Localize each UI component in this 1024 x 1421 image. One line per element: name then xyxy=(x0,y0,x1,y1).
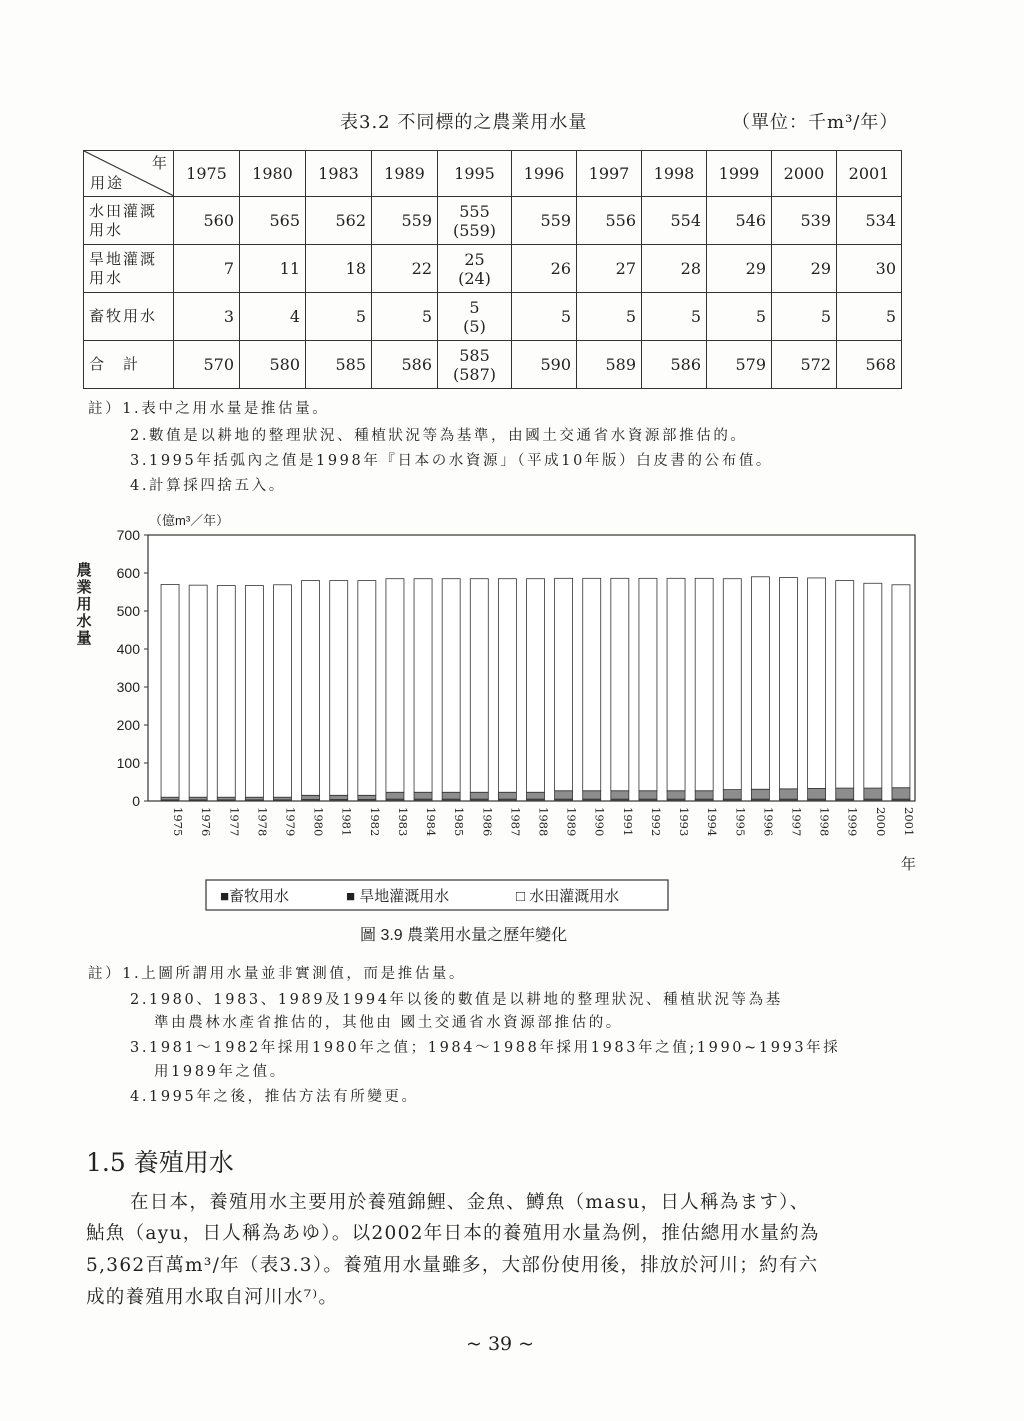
x-tick-label: 1977 xyxy=(227,807,242,837)
table-cell: 5 xyxy=(372,293,438,341)
table-cell: 22 xyxy=(372,245,438,293)
x-tick-label: 2001 xyxy=(901,807,916,837)
bar-segment xyxy=(386,792,404,799)
water-use-table xyxy=(83,150,902,389)
y-axis-label: 量 xyxy=(76,630,92,647)
bar-segment xyxy=(189,585,207,797)
x-tick-label: 1998 xyxy=(817,807,832,837)
x-tick-label: 1999 xyxy=(845,807,860,837)
paragraph-line: 5,362百萬m³/年（表3.3）。養殖用水量雖多，大部份使用後，排放於河川；約有六 xyxy=(86,1255,819,1276)
bar-segment xyxy=(358,581,376,796)
year-header: 2000 xyxy=(772,151,837,197)
bar-segment xyxy=(864,583,882,788)
bar-segment xyxy=(470,579,488,793)
table-cell: 568 xyxy=(837,341,902,389)
table-note: 3.1995年括弧內之值是1998年『日本の水資源」（平成10年版）白皮書的公布值。 xyxy=(130,453,774,469)
table-cell: 5 xyxy=(772,293,837,341)
x-tick-label: 1994 xyxy=(705,807,720,837)
table-cell: 539 xyxy=(772,197,837,245)
bar-segment xyxy=(611,578,629,790)
x-tick-label: 1993 xyxy=(677,807,692,837)
x-tick-label: 1989 xyxy=(564,807,579,837)
row-label: 合 計 xyxy=(84,341,174,389)
y-unit-label: （億m³／年） xyxy=(149,513,230,528)
x-tick-label: 1984 xyxy=(424,807,439,837)
y-tick-label: 400 xyxy=(116,641,140,657)
row-label: 水田灌溉 用水 xyxy=(84,197,174,245)
x-tick-label: 1990 xyxy=(592,807,607,837)
bar-segment xyxy=(667,578,685,790)
table-cell: 586 xyxy=(642,341,707,389)
table-note: 2.數值是以耕地的整理狀況、種植狀況等為基準，由國土交通省水資源部推估的。 xyxy=(130,428,748,444)
bar-segment xyxy=(836,581,854,788)
chart-note: 用1989年之值。 xyxy=(154,1064,287,1080)
x-tick-label: 1988 xyxy=(536,807,551,837)
paragraph-line: 在日本，養殖用水主要用於養殖錦鯉、金魚、鱒魚（masu，日人稱為ます）、 xyxy=(130,1192,810,1213)
table-row xyxy=(84,341,902,389)
table-cell: 546 xyxy=(707,197,772,245)
x-tick-label: 1978 xyxy=(255,807,270,837)
x-tick-label: 1991 xyxy=(620,807,635,837)
table-cell: 5 xyxy=(837,293,902,341)
bar-segment xyxy=(330,581,348,796)
y-axis-label: 用 xyxy=(76,596,92,613)
bar-segment xyxy=(639,578,657,790)
bar-segment xyxy=(498,792,516,799)
table-row xyxy=(84,197,902,245)
x-tick-label: 1987 xyxy=(508,807,523,837)
paragraph-line: 鮎魚（ayu，日人稱為あゆ）。以2002年日本的養殖用水量為例，推估總用水量約為 xyxy=(86,1223,820,1244)
chart-note: 註）1.上圖所謂用水量並非實測值，而是推估量。 xyxy=(88,966,467,982)
x-tick-label: 1985 xyxy=(452,807,467,837)
bar-segment xyxy=(274,585,292,797)
x-tick-label: 1997 xyxy=(789,807,804,837)
table-cell: 589 xyxy=(577,341,642,389)
year-header: 1983 xyxy=(306,151,372,197)
table-cell: 5 xyxy=(707,293,772,341)
bar-segment xyxy=(470,792,488,799)
table-cell: 554 xyxy=(642,197,707,245)
year-header: 1997 xyxy=(577,151,642,197)
bar-segment xyxy=(780,789,798,799)
x-tick-label: 2000 xyxy=(873,807,888,837)
table-cell: 585 xyxy=(306,341,372,389)
x-tick-label: 1996 xyxy=(761,807,776,837)
row-label: 畜牧用水 xyxy=(84,293,174,341)
bar-segment xyxy=(695,791,713,799)
table-row xyxy=(84,245,902,293)
x-tick-label: 1992 xyxy=(648,807,663,837)
corner-use-label: 用途 xyxy=(90,174,125,192)
bar-segment xyxy=(217,586,235,798)
table-cell: 27 xyxy=(577,245,642,293)
chart-note: 準由農林水產省推估的，其他由 國土交通省水資源部推估的。 xyxy=(154,1015,623,1031)
year-header: 1995 xyxy=(438,151,512,197)
y-axis-label: 農 xyxy=(76,562,92,579)
year-header: 1996 xyxy=(512,151,577,197)
bar-segment xyxy=(555,578,573,790)
table-cell: 579 xyxy=(707,341,772,389)
bar-segment xyxy=(892,788,910,799)
bar-segment xyxy=(498,579,516,793)
table-cell: 29 xyxy=(707,245,772,293)
table-row xyxy=(84,293,902,341)
y-tick-label: 100 xyxy=(116,755,140,771)
bar-segment xyxy=(583,791,601,799)
bar-segment xyxy=(414,792,432,799)
bar-segment xyxy=(864,788,882,799)
bar-segment xyxy=(695,578,713,790)
y-tick-label: 200 xyxy=(116,717,140,733)
bar-segment xyxy=(780,578,798,789)
bar-segment xyxy=(751,577,769,789)
table-note: 4.計算採四捨五入。 xyxy=(130,478,286,494)
chart-note: 2.1980、1983、1989及1994年以後的數值是以耕地的整理狀況、種植狀況等為基 xyxy=(130,992,783,1008)
y-tick-label: 700 xyxy=(116,527,140,543)
bar-segment xyxy=(245,586,263,798)
y-axis-label: 水 xyxy=(76,613,92,630)
x-tick-label: 1976 xyxy=(199,807,214,837)
legend-label: □ 水田灌溉用水 xyxy=(516,888,620,905)
bar-segment xyxy=(302,581,320,796)
bar-segment xyxy=(751,789,769,799)
bar-segment xyxy=(527,792,545,799)
x-tick-label: 1981 xyxy=(339,807,354,837)
year-header: 1989 xyxy=(372,151,438,197)
bar-segment xyxy=(555,791,573,799)
table-title: 表3.2 不同標的之農業用水量 xyxy=(340,112,588,133)
table-cell: 559 xyxy=(512,197,577,245)
y-tick-label: 0 xyxy=(132,793,140,809)
x-axis-label: 年 xyxy=(901,856,917,873)
bar-segment xyxy=(302,795,320,799)
table-cell: 5 xyxy=(512,293,577,341)
bar-segment xyxy=(583,578,601,790)
table-corner-header xyxy=(84,151,174,197)
bar-segment xyxy=(723,579,741,790)
table-cell: 572 xyxy=(772,341,837,389)
page-number: ~ 39 ~ xyxy=(466,1333,535,1355)
table-cell: 570 xyxy=(174,341,240,389)
y-tick-label: 500 xyxy=(116,603,140,619)
table-cell-1995: 555 (559) xyxy=(438,197,512,245)
y-axis-label: 業 xyxy=(76,579,92,596)
table-cell: 559 xyxy=(372,197,438,245)
table-cell: 590 xyxy=(512,341,577,389)
year-header: 1980 xyxy=(240,151,306,197)
table-cell-1995: 5 (5) xyxy=(438,293,512,341)
table-cell: 3 xyxy=(174,293,240,341)
year-header: 1999 xyxy=(707,151,772,197)
table-cell: 11 xyxy=(240,245,306,293)
table-cell: 562 xyxy=(306,197,372,245)
table-cell: 28 xyxy=(642,245,707,293)
corner-year-label: 年 xyxy=(151,154,167,172)
table-cell: 586 xyxy=(372,341,438,389)
table-cell: 30 xyxy=(837,245,902,293)
chart-note: 4.1995年之後，推估方法有所變更。 xyxy=(130,1089,419,1105)
section-heading: 1.5 養殖用水 xyxy=(86,1148,234,1177)
table-cell: 4 xyxy=(240,293,306,341)
bar-segment xyxy=(330,795,348,799)
table-cell-1995: 25 (24) xyxy=(438,245,512,293)
bar-segment xyxy=(414,579,432,793)
bar-segment xyxy=(161,584,179,797)
chart-note: 3.1981～1982年採用1980年之值；1984～1988年採用1983年之值;1990~1993年採 xyxy=(130,1040,841,1056)
x-tick-label: 1986 xyxy=(480,807,495,837)
bar-segment xyxy=(358,795,376,799)
bar-segment xyxy=(639,791,657,799)
table-cell: 18 xyxy=(306,245,372,293)
bar-segment xyxy=(667,791,685,799)
legend-label: ■畜牧用水 xyxy=(220,888,290,905)
bar-segment xyxy=(611,791,629,799)
bar-segment xyxy=(442,792,460,799)
table-cell: 26 xyxy=(512,245,577,293)
bar-segment xyxy=(892,585,910,788)
y-tick-label: 600 xyxy=(116,565,140,581)
table-cell: 29 xyxy=(772,245,837,293)
bar-segment xyxy=(386,579,404,793)
row-label: 旱地灌溉 用水 xyxy=(84,245,174,293)
x-tick-label: 1995 xyxy=(733,807,748,837)
x-tick-label: 1980 xyxy=(311,807,326,837)
bar-segment xyxy=(836,788,854,799)
table-cell: 5 xyxy=(642,293,707,341)
x-tick-label: 1982 xyxy=(367,807,382,837)
paragraph-line: 成的養殖用水取自河川水⁷⁾。 xyxy=(86,1287,339,1308)
table-cell: 7 xyxy=(174,245,240,293)
y-tick-label: 300 xyxy=(116,679,140,695)
table-cell: 580 xyxy=(240,341,306,389)
table-cell: 5 xyxy=(577,293,642,341)
year-header: 1998 xyxy=(642,151,707,197)
bar-segment xyxy=(808,578,826,789)
table-unit: （單位：千m³/年） xyxy=(732,112,899,133)
bar-segment xyxy=(442,579,460,793)
water-use-chart xyxy=(60,505,920,945)
bar-segment xyxy=(527,579,545,793)
table-cell: 534 xyxy=(837,197,902,245)
x-tick-label: 1983 xyxy=(395,807,410,837)
table-cell: 565 xyxy=(240,197,306,245)
x-tick-label: 1979 xyxy=(283,807,298,837)
table-cell: 560 xyxy=(174,197,240,245)
figure-caption: 圖 3.9 農業用水量之歷年變化 xyxy=(360,927,568,944)
bar-segment xyxy=(808,788,826,799)
year-header: 2001 xyxy=(837,151,902,197)
x-tick-label: 1975 xyxy=(171,807,186,837)
table-note: 註）1.表中之用水量是推估量。 xyxy=(88,401,330,417)
table-cell: 556 xyxy=(577,197,642,245)
year-header: 1975 xyxy=(174,151,240,197)
legend-label: ■ 旱地灌溉用水 xyxy=(346,888,450,905)
table-cell: 5 xyxy=(306,293,372,341)
bar-segment xyxy=(723,790,741,800)
table-cell-1995: 585 (587) xyxy=(438,341,512,389)
